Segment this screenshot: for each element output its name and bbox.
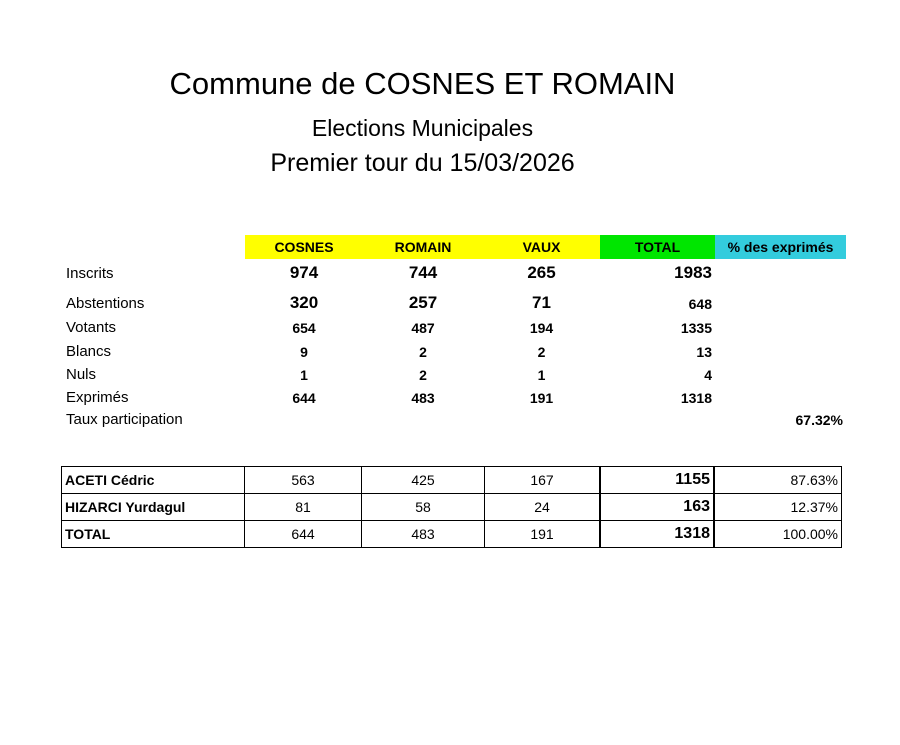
table-row xyxy=(62,494,842,521)
stat-abstentions-vaux: 71 xyxy=(532,293,551,312)
cell-romain: 483 xyxy=(362,521,485,548)
table-row xyxy=(62,467,842,494)
header-romain: ROMAIN xyxy=(363,235,483,259)
commune-title: Commune de COSNES ET ROMAIN xyxy=(169,66,676,101)
cell-cosnes: 81 xyxy=(245,494,362,521)
header-cosnes: COSNES xyxy=(245,235,363,259)
cell-total: 1318 xyxy=(600,521,714,548)
stat-nuls-cosnes: 1 xyxy=(300,367,308,383)
stat-exprimes-romain: 483 xyxy=(411,390,435,406)
stat-label-inscrits: Inscrits xyxy=(66,265,114,282)
stat-votants-total: 1335 xyxy=(680,320,712,336)
cell-pct: 100.00% xyxy=(714,521,842,548)
stat-label-nuls: Nuls xyxy=(66,366,97,383)
stat-nuls-vaux: 1 xyxy=(537,367,546,383)
candidate-name: HIZARCI Yurdagul xyxy=(62,494,245,521)
cell-total: 1155 xyxy=(600,467,714,494)
stat-blancs-total: 13 xyxy=(696,344,712,360)
round-date-subtitle: Premier tour du 15/03/2026 xyxy=(270,149,575,177)
stat-inscrits-cosnes: 974 xyxy=(289,263,319,282)
stat-label-abstentions: Abstentions xyxy=(66,295,145,312)
stat-label-exprimes: Exprimés xyxy=(66,389,129,406)
stat-blancs-vaux: 2 xyxy=(537,344,546,360)
stat-inscrits-total: 1983 xyxy=(674,263,712,282)
stat-abstentions-cosnes: 320 xyxy=(289,293,319,312)
stat-label-blancs: Blancs xyxy=(66,343,112,360)
stat-blancs-cosnes: 9 xyxy=(300,344,308,360)
cell-romain: 58 xyxy=(362,494,485,521)
stat-inscrits-romain: 744 xyxy=(408,263,438,282)
cell-pct: 12.37% xyxy=(714,494,842,521)
stat-taux-participation-value: 67.32% xyxy=(795,412,843,428)
stat-exprimes-cosnes: 644 xyxy=(292,390,316,406)
header-pct-exprimes: % des exprimés xyxy=(715,235,846,259)
stat-abstentions-romain: 257 xyxy=(408,293,438,312)
cell-romain: 425 xyxy=(362,467,485,494)
stat-label-votants: Votants xyxy=(66,319,117,336)
stat-nuls-romain: 2 xyxy=(419,367,427,383)
stat-exprimes-total: 1318 xyxy=(680,390,712,406)
cell-vaux: 167 xyxy=(485,467,601,494)
stat-inscrits-vaux: 265 xyxy=(527,263,556,282)
cell-vaux: 191 xyxy=(485,521,601,548)
stat-votants-romain: 487 xyxy=(411,320,435,336)
table-row xyxy=(62,521,842,548)
cell-cosnes: 563 xyxy=(245,467,362,494)
election-subtitle: Elections Municipales xyxy=(311,115,534,141)
stat-nuls-total: 4 xyxy=(704,367,712,383)
candidate-name: ACETI Cédric xyxy=(62,467,245,494)
stat-label-taux-participation: Taux participation xyxy=(66,411,183,428)
stat-votants-vaux: 194 xyxy=(529,320,554,336)
header-total: TOTAL xyxy=(600,235,715,259)
total-row-label: TOTAL xyxy=(62,521,245,548)
stat-abstentions-total: 648 xyxy=(688,296,712,312)
cell-vaux: 24 xyxy=(485,494,601,521)
results-table xyxy=(61,466,842,548)
stat-votants-cosnes: 654 xyxy=(292,320,316,336)
cell-cosnes: 644 xyxy=(245,521,362,548)
cell-total: 163 xyxy=(600,494,714,521)
cell-pct: 87.63% xyxy=(714,467,842,494)
stat-exprimes-vaux: 191 xyxy=(529,390,554,406)
stat-blancs-romain: 2 xyxy=(419,344,427,360)
header-vaux: VAUX xyxy=(483,235,600,259)
